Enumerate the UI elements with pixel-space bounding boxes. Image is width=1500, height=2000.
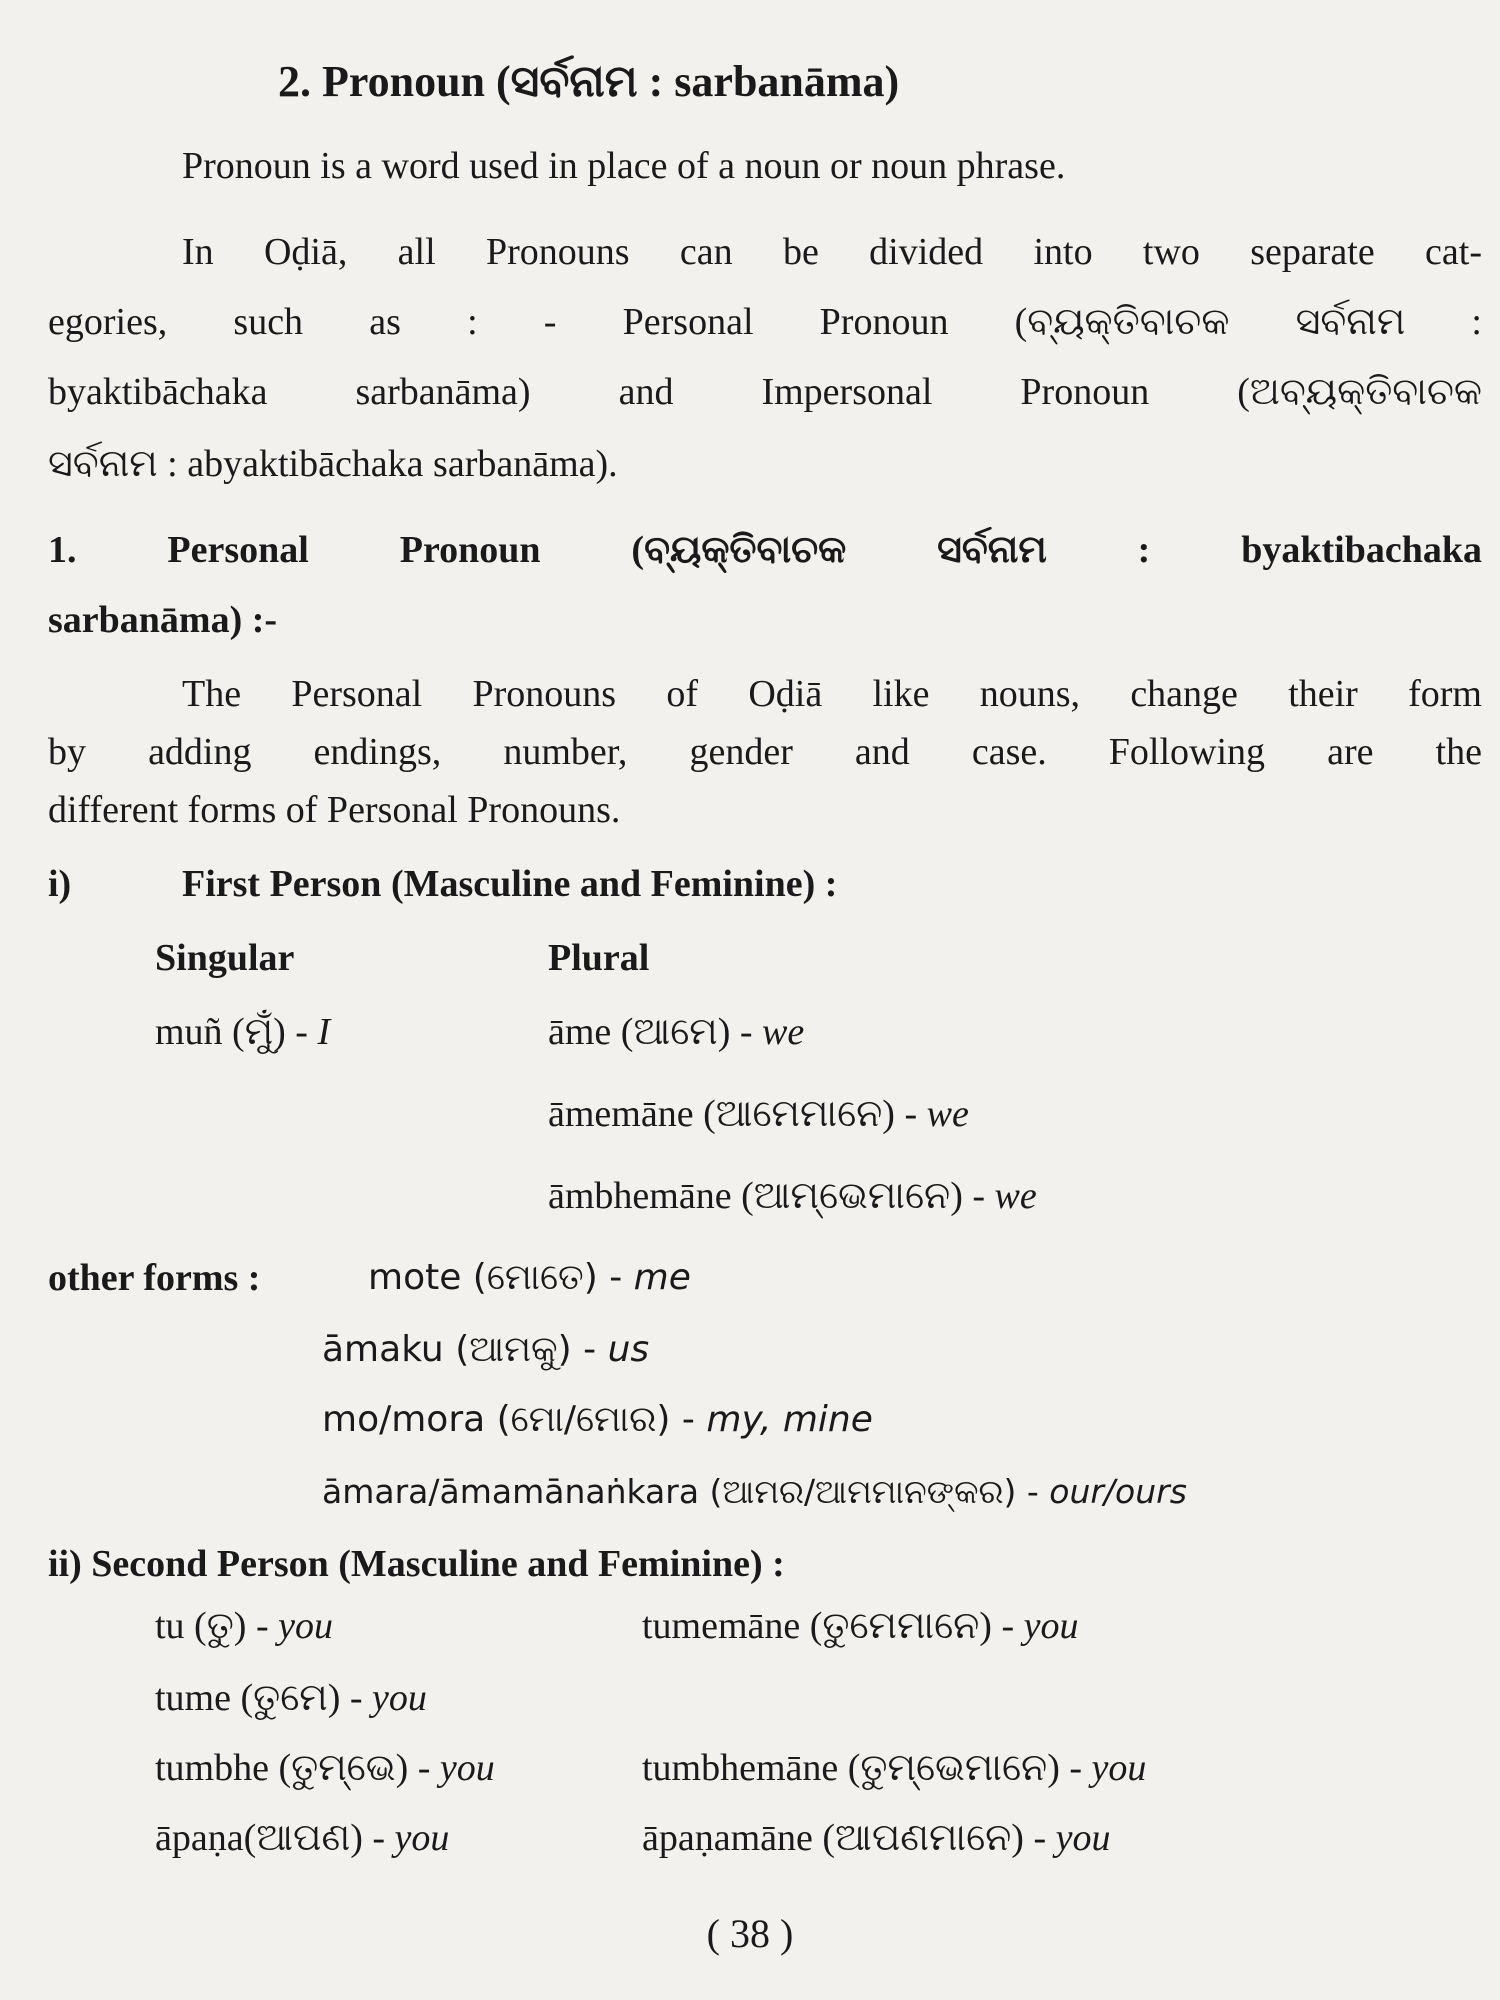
pronoun-gloss: I	[317, 1011, 331, 1053]
intro-paragraph-2-line-3: byaktibāchaka sarbanāma) and Impersonal Pronoun (ଅବ୍ୟକ୍ତିବାଚକ	[48, 371, 1482, 413]
other-form-entry: mo/mora (ମୋ/ମୋର) - my, mine	[322, 1399, 873, 1440]
pronoun-word: mo/mora (ମୋ/ମୋର)	[322, 1399, 671, 1440]
pronoun-gloss: our/ours	[1049, 1472, 1187, 1511]
pronoun-word: āmbhemāne (ଆମ୍ଭେମାନେ)	[548, 1175, 963, 1217]
pronoun-word: tumbhemāne (ତୁମ୍ଭେମାନେ)	[642, 1747, 1060, 1789]
second-person-plural-entry: āpaṇamāne (ଆପଣମାନେ) - you	[642, 1817, 1111, 1859]
other-form-entry: mote (ମୋତେ) - me	[368, 1257, 691, 1298]
chapter-title: 2. Pronoun (ସର୍ବନାମ : sarbanāma)	[278, 57, 900, 106]
personal-pronoun-paragraph-line-3: different forms of Personal Pronouns.	[48, 789, 621, 831]
second-person-singular-entry: tumbhe (ତୁମ୍ଭେ) - you	[155, 1747, 495, 1789]
second-person-heading: ii) Second Person (Masculine and Feminine) :	[48, 1543, 785, 1585]
pronoun-word: tume (ତୁମେ)	[155, 1677, 341, 1719]
second-person-singular-entry: tume (ତୁମେ) - you	[155, 1677, 427, 1719]
intro-paragraph-2-line-4: ସର୍ବନାମ : abyaktibāchaka sarbanāma).	[48, 443, 618, 485]
other-form-entry: āmara/āmamānaṅkara (ଆମର/ଆମମାନଙ୍କର) - our/ours	[322, 1472, 1187, 1511]
second-person-singular-entry: tu (ତୁ) - you	[155, 1605, 333, 1647]
first-person-plural-entry: āmemāne (ଆମେମାନେ) - we	[548, 1093, 969, 1135]
pronoun-gloss: we	[994, 1175, 1037, 1217]
pronoun-word: āpaṇamāne (ଆପଣମାନେ)	[642, 1817, 1024, 1859]
plural-column-header: Plural	[548, 937, 650, 979]
other-forms-label: other forms :	[48, 1257, 261, 1299]
pronoun-gloss: you	[439, 1747, 495, 1789]
first-person-marker: i)	[48, 863, 72, 905]
pronoun-gloss: you	[1091, 1747, 1147, 1789]
personal-pronoun-paragraph-line-1: The Personal Pronouns of Oḍiā like nouns, change their form	[182, 673, 1482, 715]
second-person-plural-entry: tumemāne (ତୁମେମାନେ) - you	[642, 1605, 1079, 1647]
first-person-plural-entry: āmbhemāne (ଆମ୍ଭେମାନେ) - we	[548, 1175, 1037, 1217]
second-person-plural-entry: tumbhemāne (ତୁମ୍ଭେମାନେ) - you	[642, 1747, 1147, 1789]
first-person-singular-entry: muñ (ମୁଁ) - I	[155, 1011, 331, 1053]
pronoun-gloss: us	[607, 1329, 650, 1370]
second-person-singular-entry: āpaṇa(ଆପଣ) - you	[155, 1817, 450, 1859]
intro-paragraph-2-line-1: In Oḍiā, all Pronouns can be divided into two separate cat-	[182, 231, 1482, 273]
pronoun-gloss: you	[372, 1677, 427, 1719]
pronoun-word: tumemāne (ତୁମେମାନେ)	[642, 1605, 992, 1647]
pronoun-word: muñ (ମୁଁ)	[155, 1011, 286, 1053]
pronoun-gloss: you	[1023, 1605, 1079, 1647]
pronoun-gloss: we	[762, 1011, 805, 1053]
pronoun-word: mote (ମୋତେ)	[368, 1257, 598, 1298]
pronoun-gloss: you	[278, 1605, 333, 1647]
pronoun-word: tu (ତୁ)	[155, 1605, 247, 1647]
pronoun-word: tumbhe (ତୁମ୍ଭେ)	[155, 1747, 409, 1789]
intro-paragraph-1: Pronoun is a word used in place of a noun or noun phrase.	[182, 145, 1066, 187]
intro-paragraph-2-line-2: egories, such as : - Personal Pronoun (ବ୍ୟକ୍ତିବାଚକ ସର୍ବନାମ :	[48, 301, 1482, 343]
pronoun-gloss: you	[1055, 1817, 1111, 1859]
pronoun-word: āme (ଆମେ)	[548, 1011, 731, 1053]
first-person-heading: First Person (Masculine and Feminine) :	[182, 863, 838, 905]
section-heading-personal-pronoun-cont: sarbanāma) :-	[48, 599, 278, 641]
pronoun-gloss: me	[633, 1257, 691, 1298]
pronoun-word: āmemāne (ଆମେମାନେ)	[548, 1093, 895, 1135]
personal-pronoun-paragraph-line-2: by adding endings, number, gender and case. Following are the	[48, 731, 1482, 773]
pronoun-gloss: we	[926, 1093, 969, 1135]
first-person-plural-entry: āme (ଆମେ) - we	[548, 1011, 805, 1053]
pronoun-word: āpaṇa(ଆପଣ)	[155, 1817, 363, 1859]
pronoun-gloss: you	[394, 1817, 450, 1859]
singular-column-header: Singular	[155, 937, 295, 979]
pronoun-word: āmara/āmamānaṅkara (ଆମର/ଆମମାନଙ୍କର)	[322, 1472, 1017, 1511]
pronoun-gloss: my, mine	[706, 1399, 873, 1440]
section-heading-personal-pronoun: 1. Personal Pronoun (ବ୍ୟକ୍ତିବାଚକ ସର୍ବନାମ : byaktibachaka	[48, 529, 1482, 571]
page-number: ( 38 )	[706, 1911, 794, 1956]
other-form-entry: āmaku (ଆମକୁ) - us	[322, 1329, 650, 1370]
pronoun-word: āmaku (ଆମକୁ)	[322, 1329, 572, 1370]
